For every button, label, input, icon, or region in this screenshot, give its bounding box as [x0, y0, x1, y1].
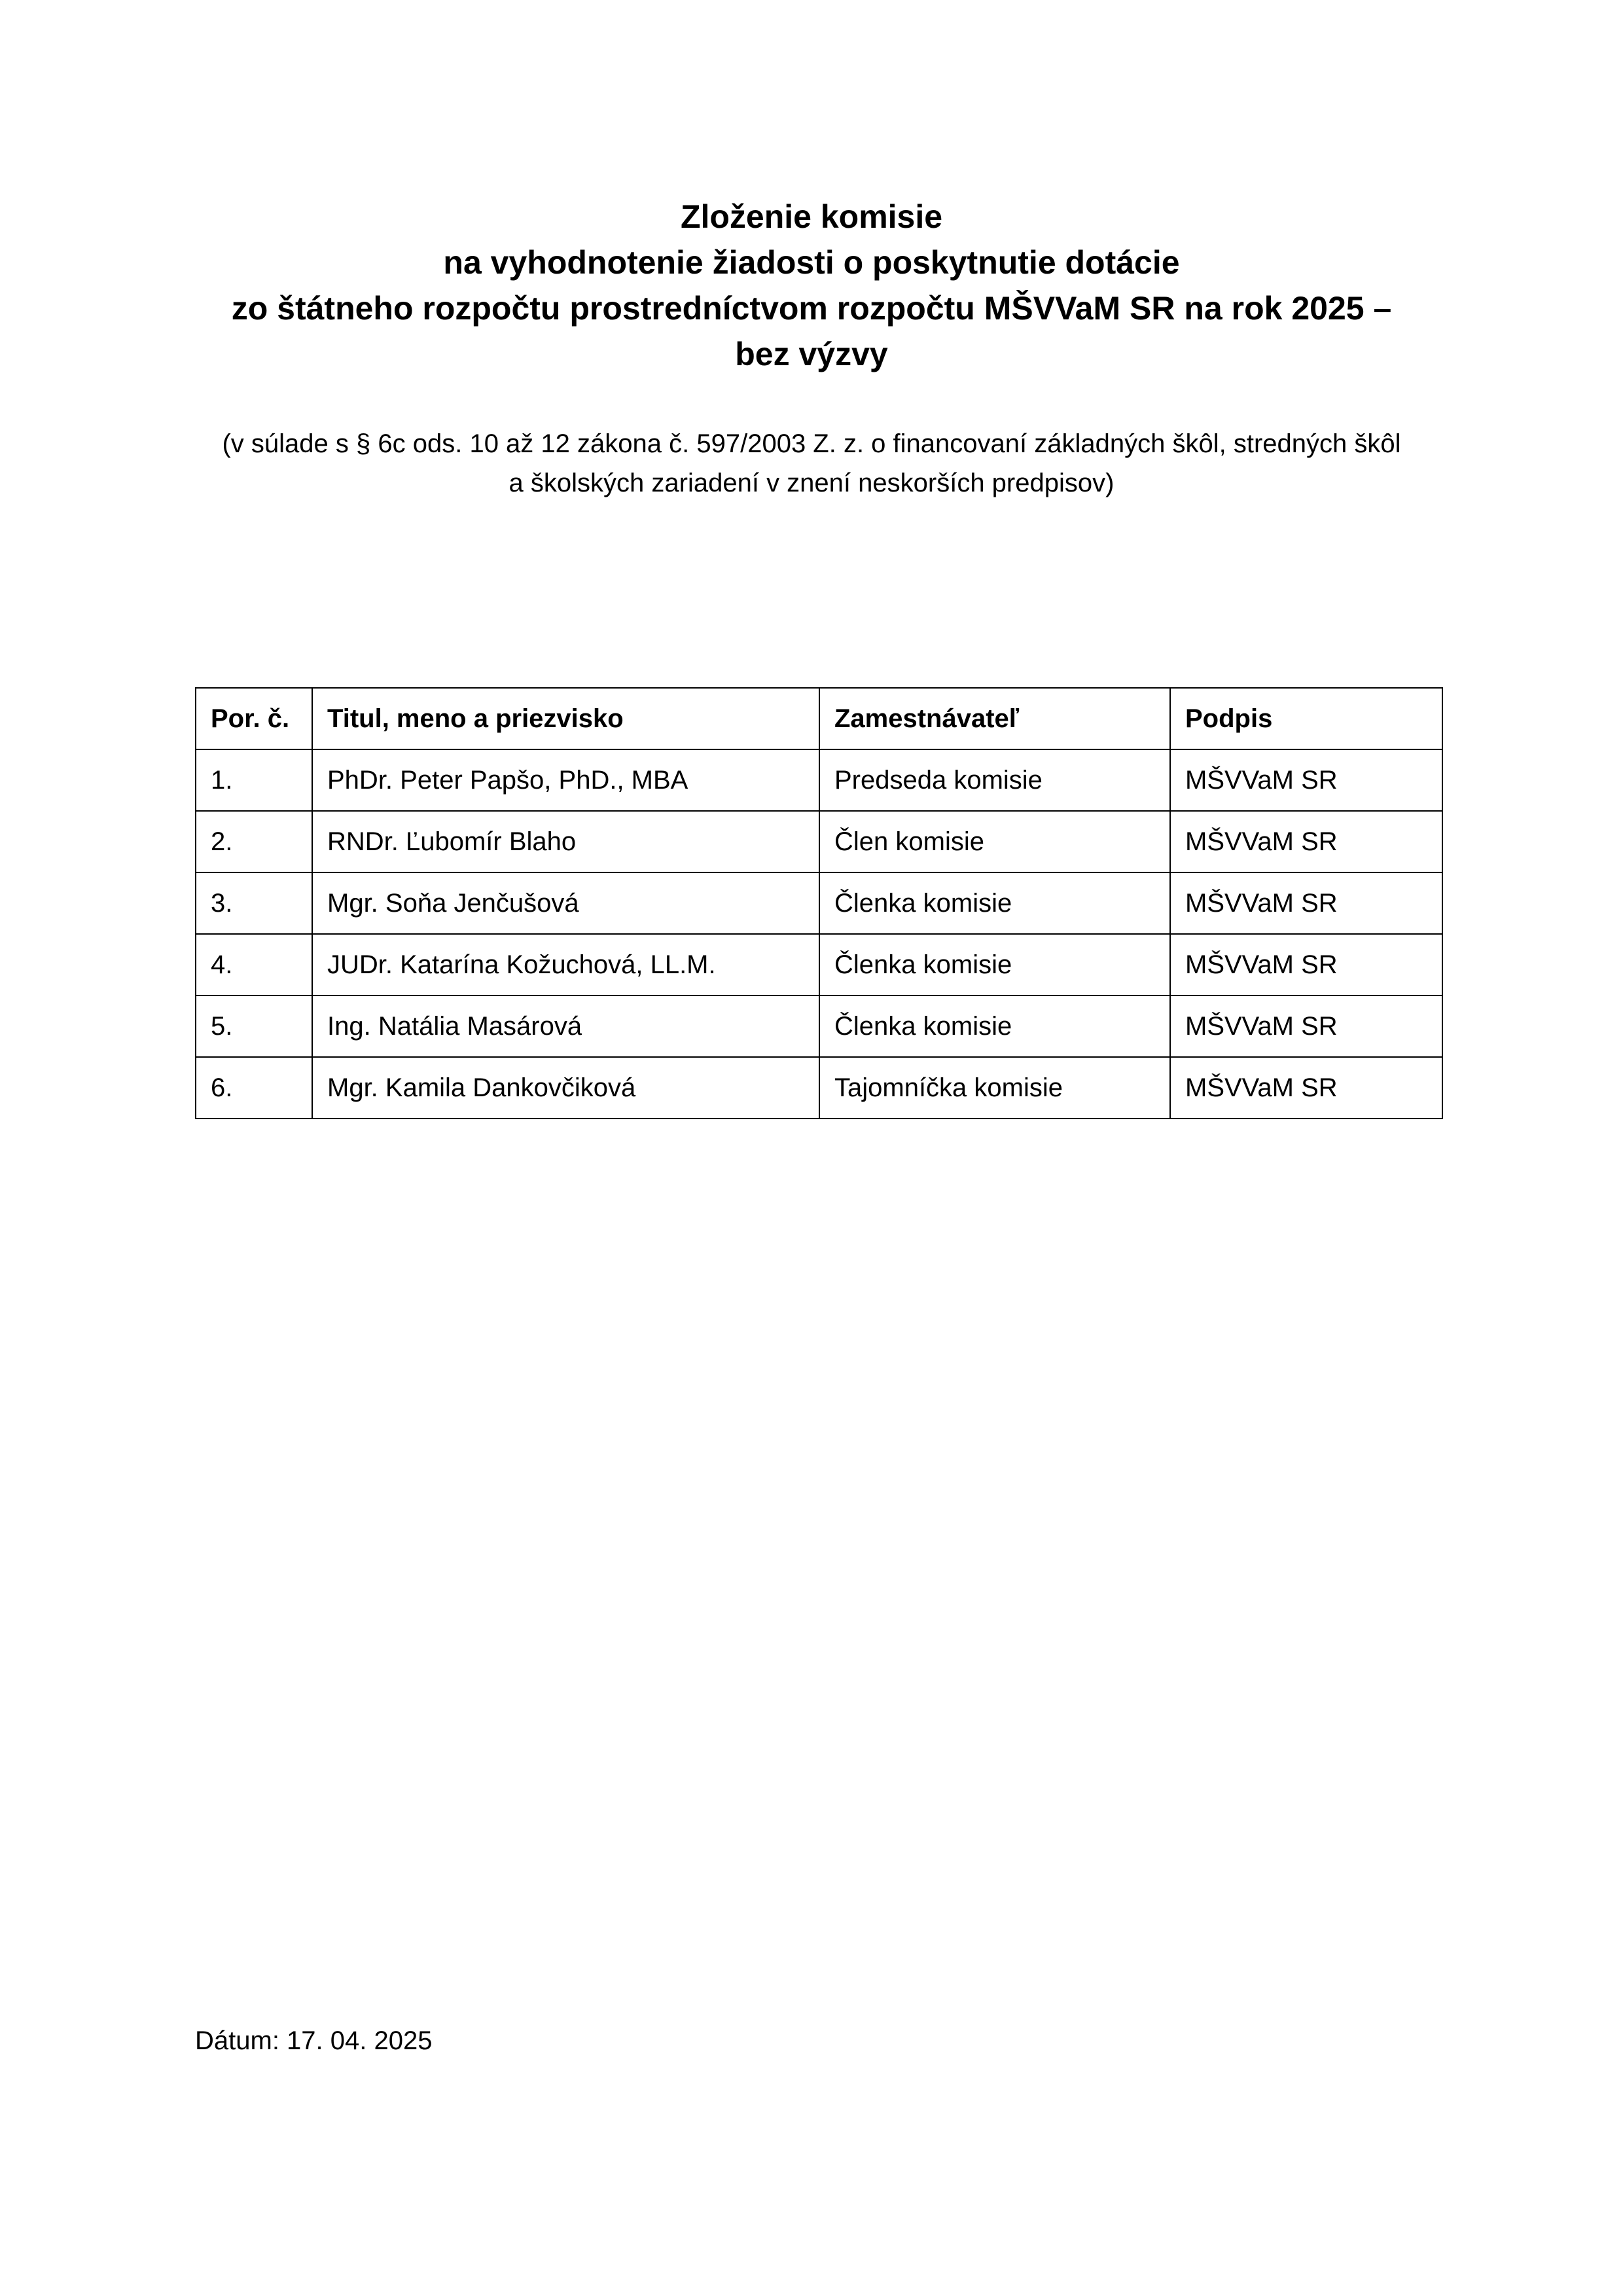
table-header-row	[196, 688, 1442, 749]
cell-signature: MŠVVaM SR	[1170, 934, 1442, 996]
cell-role: Členka komisie	[819, 872, 1170, 934]
header-name: Titul, meno a priezvisko	[312, 688, 819, 749]
cell-order: 2.	[196, 811, 312, 872]
table-row	[196, 996, 1442, 1057]
cell-name: Mgr. Kamila Dankovčiková	[312, 1057, 819, 1119]
legal-note	[0, 424, 1623, 503]
cell-signature: MŠVVaM SR	[1170, 996, 1442, 1057]
document-date: Dátum: 17. 04. 2025	[195, 2026, 433, 2055]
document-title	[0, 194, 1623, 377]
cell-name: PhDr. Peter Papšo, PhD., MBA	[312, 749, 819, 811]
table-row	[196, 872, 1442, 934]
table-row	[196, 749, 1442, 811]
title-line: na vyhodnotenie žiadosti o poskytnutie dotácie	[443, 244, 1180, 281]
table-row	[196, 811, 1442, 872]
cell-signature: MŠVVaM SR	[1170, 811, 1442, 872]
cell-name: RNDr. Ľubomír Blaho	[312, 811, 819, 872]
title-line: zo štátneho rozpočtu prostredníctvom rozpočtu MŠVVaM SR na rok 2025 –	[231, 290, 1392, 327]
cell-name: JUDr. Katarína Kožuchová, LL.M.	[312, 934, 819, 996]
cell-order: 1.	[196, 749, 312, 811]
cell-signature: MŠVVaM SR	[1170, 872, 1442, 934]
cell-order: 6.	[196, 1057, 312, 1119]
table-row	[196, 934, 1442, 996]
legal-note-line: a školských zariadení v znení neskorších predpisov)	[508, 469, 1115, 497]
title-line: bez výzvy	[735, 336, 888, 372]
committee-table	[195, 687, 1443, 1119]
header-order: Por. č.	[196, 688, 312, 749]
legal-note-line: (v súlade s § 6c ods. 10 až 12 zákona č. 597/2003 Z. z. o financovaní základných škôl, stredných škôl	[222, 429, 1401, 458]
cell-role: Člen komisie	[819, 811, 1170, 872]
cell-signature: MŠVVaM SR	[1170, 749, 1442, 811]
cell-role: Tajomníčka komisie	[819, 1057, 1170, 1119]
header-employer: Zamestnávateľ	[819, 688, 1170, 749]
cell-name: Ing. Natália Masárová	[312, 996, 819, 1057]
cell-role: Členka komisie	[819, 996, 1170, 1057]
header-signature: Podpis	[1170, 688, 1442, 749]
cell-order: 5.	[196, 996, 312, 1057]
cell-order: 3.	[196, 872, 312, 934]
table-row	[196, 1057, 1442, 1119]
cell-role: Predseda komisie	[819, 749, 1170, 811]
cell-order: 4.	[196, 934, 312, 996]
cell-signature: MŠVVaM SR	[1170, 1057, 1442, 1119]
cell-role: Členka komisie	[819, 934, 1170, 996]
title-line: Zloženie komisie	[680, 198, 943, 235]
cell-name: Mgr. Soňa Jenčušová	[312, 872, 819, 934]
